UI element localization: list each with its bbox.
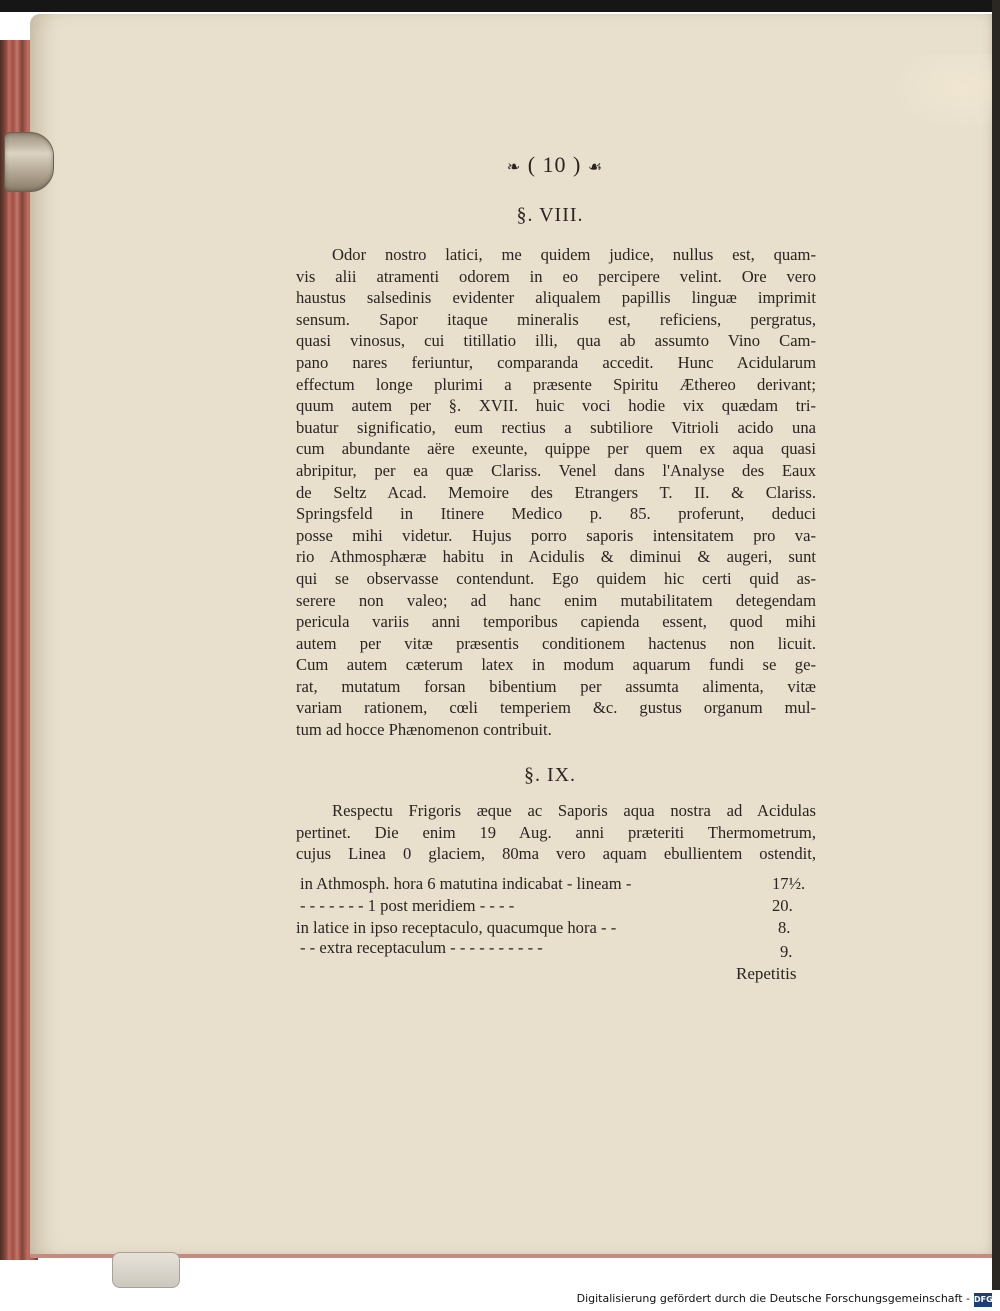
text-line: tum ad hocce Phænomenon contribuit. <box>296 720 552 740</box>
paragraph-ix <box>296 800 816 865</box>
funding-credit: Digitalisierung gefördert durch die Deutsche Forschungsgemeinschaft - <box>576 1292 970 1305</box>
text-line: quasi vinosus, cui titillatio illi, qua ab assumto Vino Cam- <box>296 331 816 351</box>
thermo-row-value: 17½. <box>772 874 806 893</box>
text-line: cujus Linea 0 glaciem, 80ma vero aquam ebullientem ostendit, <box>296 844 816 864</box>
text-line: pericula variis anni temporibus capienda essent, quod mihi <box>296 612 816 632</box>
text-line: Respectu Frigoris æque ac Saporis aqua nostra ad Acidulas <box>332 801 816 820</box>
paper-stain <box>890 54 1000 134</box>
text-line: variam rationem, cœli temperiem &c. gustus organum mul- <box>296 698 816 718</box>
text-line: rat, mutatum forsan bibentium per assumta alimenta, vitæ <box>296 676 816 696</box>
catchword: Repetitis <box>736 964 797 983</box>
text-line: Odor nostro latici, me quidem judice, nullus est, quam- <box>332 245 816 264</box>
text-line: rio Athmosphæræ habitu in Acidulis & diminui & augeri, sunt <box>296 547 816 567</box>
text-line: sensum. Sapor itaque mineralis est, reficiens, pergratus, <box>296 309 816 329</box>
thermo-row-label: - - extra receptaculum - - - - - - - - - - <box>300 938 543 957</box>
text-line: Springsfeld in Itinere Medico p. 85. proferunt, deduci <box>296 504 816 524</box>
text-line: buatur significatio, eum rectius a subtiliore Vitrioli acido una <box>296 417 816 437</box>
thermo-row-label: - - - - - - - 1 post meridiem - - - - <box>300 896 515 915</box>
dfg-logo-icon: DFG <box>974 1293 992 1307</box>
text-line: posse mihi videtur. Hujus porro saporis intensitatem pro va- <box>296 525 816 545</box>
paragraph-viii <box>296 244 816 741</box>
text-line: pano nares feriuntur, comparanda accedit. Hunc Acidularum <box>296 352 816 372</box>
text-line: de Seltz Acad. Memoire des Etrangers T. II. & Clariss. <box>296 482 816 502</box>
text-line: abripitur, per ea quæ Clariss. Venel dans l'Analyse des Eaux <box>296 460 816 480</box>
page-number: ( 10 ) <box>527 152 582 177</box>
top-frame-band <box>0 0 1000 12</box>
thermo-row-label: in latice in ipso receptaculo, quacumque hora - - <box>296 918 617 937</box>
right-frame-band <box>992 0 1000 1290</box>
thermo-row-label: in Athmosph. hora 6 matutina indicabat - lineam - <box>300 874 632 893</box>
section-heading-viii: §. VIII. <box>516 204 584 226</box>
thermo-row-value: 9. <box>780 942 793 961</box>
page-header <box>470 152 640 188</box>
text-line: quum autem per §. XVII. huic voci hodie vix quædam tri- <box>296 396 816 416</box>
text-line: Cum autem cæterum latex in modum aquarum fundi se ge- <box>296 655 816 675</box>
ornament-right-icon: ☙ <box>587 159 604 176</box>
thermo-row-value: 8. <box>778 918 791 937</box>
text-line: cum abundante aëre exeunte, quippe per quem ex aqua quasi <box>296 439 816 459</box>
bottom-clasp <box>112 1252 180 1288</box>
text-line: effectum longe plurimi a præsente Spiritu Æthereo derivant; <box>296 374 816 394</box>
binding-clasp <box>4 132 54 192</box>
text-line: pertinet. Die enim 19 Aug. anni præteriti Thermometrum, <box>296 822 816 842</box>
text-line: serere non valeo; ad hanc enim mutabilitatem detegendam <box>296 590 816 610</box>
text-line: autem per vitæ præsentis conditionem hactenus non licuit. <box>296 633 816 653</box>
ornament-left-icon: ❧ <box>506 159 522 176</box>
text-line: haustus salsedinis evidenter aliqualem papillis linguæ imprimit <box>296 288 816 308</box>
text-line: qui se observasse contendunt. Ego quidem hic certi quid as- <box>296 568 816 588</box>
thermo-row-value: 20. <box>772 896 793 915</box>
text-line: vis alii atramenti odorem in eo percipere velint. Ore vero <box>296 266 816 286</box>
section-heading-ix: §. IX. <box>523 764 577 786</box>
